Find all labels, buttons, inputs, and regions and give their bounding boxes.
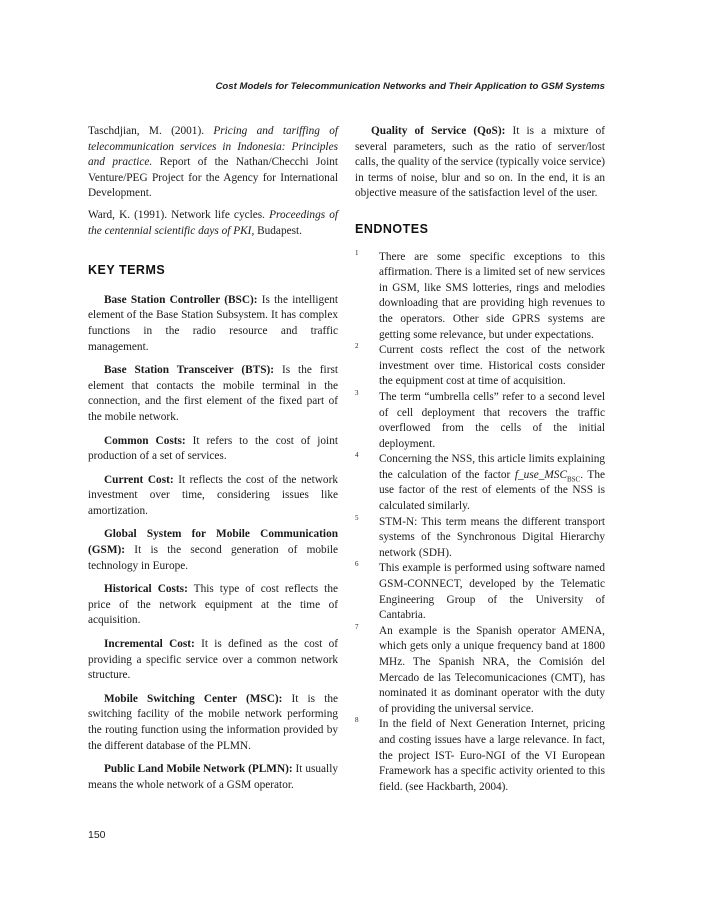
- left-column: [88, 124, 338, 801]
- endnote-number: 8: [355, 716, 359, 725]
- endnote-number: 4: [355, 451, 359, 460]
- endnote: 7 An example is the Spanish operator AMENA, which gets only a unique frequency band at 1800 MHz. The Spanish NRA, the Comisión del Mercado de las Telecomunicaciones (CMT), has nominated it as dominant operator with the duty of providing the universal service.: [355, 622, 605, 715]
- key-term: Public Land Mobile Network (PLMN): It usually means the whole network of a GSM operator.: [88, 763, 338, 791]
- key-term: Historical Costs: This type of cost reflects the price of the network equipment at the time of acquisition.: [88, 583, 338, 627]
- term-label: Global System for Mobile Communication (GSM):: [88, 528, 338, 557]
- endnote: 3 The term “umbrella cells” refer to a second level of cell deployment that recovers the traffic overflowed from the cells of the initial deployment.: [355, 388, 605, 450]
- key-terms-heading: KEY TERMS: [88, 263, 166, 278]
- reference-title: Pricing and tariffing of telecommunication services in Indonesia: Principles and practice.: [88, 125, 338, 169]
- term-label: Quality of Service (QoS):: [371, 125, 506, 137]
- endnote: 8 In the field of Next Generation Internet, pricing and costing issues have a large relevance. In fact, the project IST- Euro-NGI of the VI European Framework has a specific activity oriented to this field. (see Hackbarth, 2004).: [355, 716, 605, 793]
- endnote: 2 Current costs reflect the cost of the network investment over time. Historical costs consider the equipment cost at time of acquisition.: [355, 342, 605, 388]
- factor-symbol: f_use_MSC: [514, 468, 567, 481]
- endnote-number: 6: [355, 560, 359, 569]
- term-label: Incremental Cost:: [104, 638, 195, 651]
- term-label: Base Station Transceiver (BTS):: [104, 364, 275, 377]
- reference-entry: Ward, K. (1991). Network life cycles. Proceedings of the centennial scientific days of PKI, Budapest.: [88, 208, 338, 237]
- endnotes-heading: ENDNOTES: [355, 221, 429, 236]
- page-number: 150: [88, 829, 106, 841]
- term-label: Current Cost:: [104, 473, 174, 486]
- key-term: Common Costs: It refers to the cost of joint production of a set of services.: [88, 434, 338, 463]
- term-label: Base Station Controller (BSC):: [104, 293, 258, 306]
- key-term: Base Station Transceiver (BTS): Is the first element that contacts the mobile terminal in the connection, and the first element of the fixed part of the mobile network.: [88, 364, 338, 423]
- key-term: Mobile Switching Center (MSC): It is the switching facility of the mobile network performing the routing function using the information provided by the different database of the PLMN.: [88, 692, 338, 752]
- endnote: 6 This example is performed using software named GSM-CONNECT, developed by the Telematic Engineering Group of the University of Cantabria.: [355, 560, 605, 622]
- reference-title: Proceedings of the centennial scientific days of PKI,: [88, 208, 338, 237]
- right-column: [355, 124, 605, 795]
- key-term: Current Cost: It reflects the cost of the network investment over time, considering issues like amortization.: [88, 473, 338, 517]
- endnotes-list: [355, 250, 605, 796]
- endnote-number: 2: [355, 342, 359, 351]
- key-term: Quality of Service (QoS): It is a mixture of several parameters, such as the ratio of server/lost calls, the quality of the service (typically voice service) in terms of noise, blur and so on. In the end, it is an objective measure of the satisfaction level of the user.: [355, 125, 605, 200]
- key-term: Base Station Controller (BSC): Is the intelligent element of the Base Station Subsystem. It has complex functions in the radio resource and traffic management.: [88, 293, 338, 353]
- term-label: Public Land Mobile Network (PLMN):: [104, 763, 293, 776]
- key-term: Global System for Mobile Communication (GSM): It is the second generation of mobile technology in Europe.: [88, 528, 338, 572]
- endnote-number: 3: [355, 388, 359, 397]
- factor-subscript: BSC: [566, 475, 581, 484]
- endnote: 4 Concerning the NSS, this article limits explaining the calculation of the factor $f\_use\_MSC_{BSC}$. The use factor of the rest of elements of the NSS is calculated similarly.: [355, 451, 605, 513]
- term-label: Historical Costs:: [104, 583, 188, 596]
- term-label: Mobile Switching Center (MSC):: [104, 692, 283, 705]
- endnote: 1 There are some specific exceptions to this affirmation. There is a limited set of new services in GSM, like SMS lotteries, rings and melodies downloading that are providing high revenues to the operators. Other side GPRS systems are getting some relevance, but under expectations.: [355, 248, 605, 341]
- term-label: Common Costs:: [104, 434, 186, 447]
- endnote-number: 1: [355, 248, 359, 257]
- endnote-number: 5: [355, 513, 359, 522]
- endnote: 5 STM-N: This term means the different transport systems of the Synchronous Digital Hierarchy network (SDH).: [355, 513, 605, 559]
- reference-entry: Taschdjian, M. (2001). Pricing and tariffing of telecommunication services in Indonesia: Principles and practice. Report of the Nathan/Checchi Joint Venture/PEG Project for the Agency for International Development.: [88, 125, 338, 200]
- endnote-number: 7: [355, 622, 359, 631]
- key-term: Incremental Cost: It is defined as the cost of providing a specific service over a common network structure.: [88, 638, 338, 682]
- running-header: Cost Models for Telecommunication Networks and Their Application to GSM Systems: [215, 81, 605, 92]
